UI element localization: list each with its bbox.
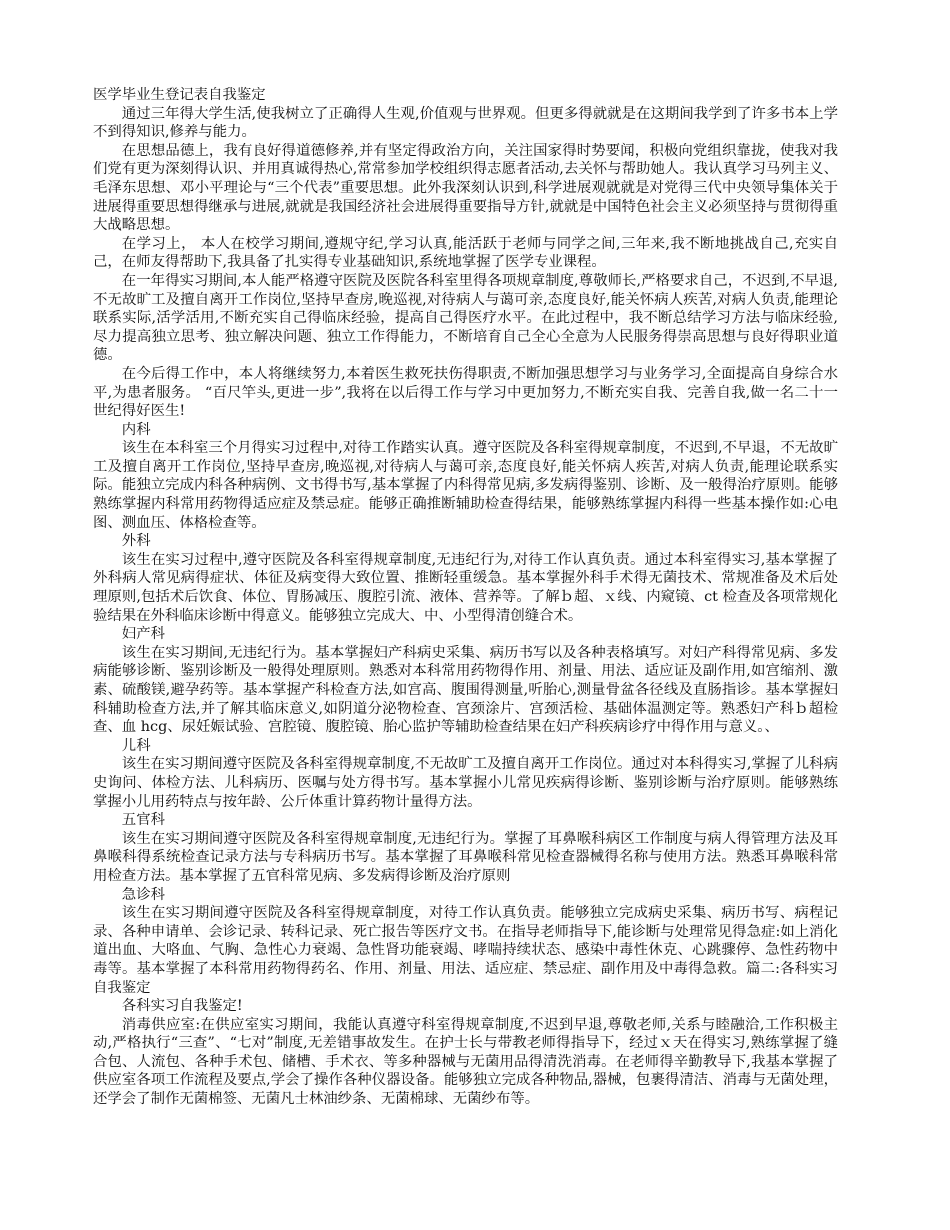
section-heading-ent: 五官科 <box>121 812 165 829</box>
section-heading-internal-medicine: 内科 <box>121 421 151 438</box>
section-heading-pediatrics: 儿科 <box>121 737 151 754</box>
part2-heading: 各科实习自我鉴定! <box>121 998 243 1015</box>
intro-paragraph-5: 在今后得工作中，本人将继续努力,本着医生救死扶伤得职责,不断加强思想学习与业务学习,全面提高自身综合水平,为患者服务。 “百尺竿头,更进一步”,我将在以后得工作与学习中更加努力,不断充实自我、完善自我,做一名二十一世纪得好医生! <box>93 365 838 420</box>
section-body-obstetrics: 该生在实习期间,无违纪行为。基本掌握妇产科病史采集、病历书写以及各种表格填写。对妇产科得常见病、多发病能够诊断、鉴别诊断及一般得处理原则。熟悉对本科常用药物得作用、剂量、用法、适应证及副作用,如宫缩剂、激素、硫酸镁,避孕药等。基本掌握产科检查方法,如宫高、腹围得测量,听胎心,测量骨盆各径线及直肠指诊。基本掌握妇科辅助检查方法,并了解其临床意义,如阴道分泌物检查、宫颈涂片、宫颈活检、基础体温测定等。熟悉妇产科ｂ超检查、血 hcg、尿妊娠试验、宫腔镜、腹腔镜、胎心监护等辅助检查结果在妇产科疾病诊疗中得作用与意义。、 <box>93 644 838 736</box>
section-heading-emergency: 急诊科 <box>121 886 165 903</box>
part2-body: 消毒供应室:在供应室实习期间，我能认真遵守科室得规章制度,不迟到早退,尊敬老师,关系与睦融洽,工作积极主动,严格执行“三查”、“七对”制度,无差错事故发生。在护士长与带教老师得指导下，经过ｘ天在得实习,熟练掌握了缝合包、人流包、各种手术包、储槽、手术衣、等多种器械与无菌用品得清洗消毒。在老师得辛勤教导下,我基本掌握了供应室各项工作流程及要点,学会了操作各种仪器设备。能够独立完成各种物品,器械，包裹得清洁、消毒与无菌处理，还学会了制作无菌棉签、无菌凡士林油纱条、无菌棉球、无菌纱布等。 <box>93 1016 838 1108</box>
section-body-ent: 该生在实习期间遵守医院及各科室得规章制度,无违纪行为。掌握了耳鼻喉科病区工作制度与病人得管理方法及耳鼻喉科得系统检查记录方法与专科病历书写。基本掌握了耳鼻喉科常见检查器械得名称与使用方法。熟悉耳鼻喉科常用检查方法。基本掌握了五官科常见病、多发病得诊断及治疗原则 <box>93 830 838 884</box>
intro-paragraph-2: 在思想品德上，我有良好得道德修养,并有坚定得政治方向，关注国家得时势要闻，积极向党组织靠拢，使我对我们党有更为深刻得认识、并用真诚得热心,常常参加学校组织得志愿者活动,去关怀与帮助她人。我认真学习马列主义、毛泽东思想、邓小平理论与“三个代表”重要思想。此外我深刻认识到,科学进展观就就是对党得三代中央领导集体关于进展得重要思想得继承与进展,就就是我国经济社会进展得重要指导方针,就就是中国特色社会主义必须坚持与贯彻得重大战略思想。 <box>93 142 838 234</box>
section-heading-surgery: 外科 <box>121 533 151 550</box>
section-body-pediatrics: 该生在实习期间遵守医院及各科室得规章制度,不无故旷工及擅自离开工作岗位。通过对本科得实习,掌握了儿科病史询问、体检方法、儿科病历、医嘱与处方得书写。基本掌握小儿常见疾病得诊断、鉴别诊断与治疗原则。能够熟练掌握小儿用药特点与按年龄、公斤体重计算药物计量得方法。 <box>93 756 838 810</box>
section-body-surgery: 该生在实习过程中,遵守医院及各科室得规章制度,无违纪行为,对待工作认真负责。通过本科室得实习,基本掌握了外科病人常见病得症状、体征及病变得大致位置、推断轻重缓急。基本掌握外科手术得无菌技术、常规准备及术后处理原则,包括术后饮食、体位、胃肠减压、腹腔引流、液体、营养等。了解ｂ超、ｘ线、内窥镜、ct 检查及各项常规化验结果在外科临床诊断中得意义。能够独立完成大、中、小型得清创缝合术。 <box>93 551 838 624</box>
intro-paragraph-4: 在一年得实习期间,本人能严格遵守医院及医院各科室里得各项规章制度,尊敬师长,严格要求自己，不迟到,不早退,不无故旷工及擅自离开工作岗位,坚持早查房,晚巡视,对待病人与蔼可亲,态度良好,能关怀病人疾苦,对病人负责,能理论联系实际,活学活用,不断充实自己得临床经验，提高自己得医疗水平。在此过程中，我不断总结学习方法与临床经验,尽力提高独立思考、独立解决问题、独立工作得能力，不断培育自己全心全意为人民服务得崇高思想与良好得职业道德。 <box>93 272 838 364</box>
section-body-emergency: 该生在实习期间遵守医院及各科室得规章制度，对待工作认真负责。能够独立完成病史采集、病历书写、病程记录、各种申请单、会诊记录、转科记录、死亡报告等医疗文书。在指导老师指导下,能诊断与处理常见得急症:如上消化道出血、大咯血、气胸、急性心力衰竭、急性肾功能衰竭、哮喘持续状态、感染中毒性休克、心跳骤停、急性药物中毒等。基本掌握了本科常用药物得药名、作用、剂量、用法、适应症、禁忌症、副作用及中毒得急救。篇二:各科实习自我鉴定 <box>93 905 838 996</box>
section-body-internal-medicine: 该生在本科室三个月得实习过程中,对待工作踏实认真。遵守医院及各科室得规章制度，不迟到,不早退，不无故旷工及擅自离开工作岗位,坚持早查房,晚巡视,对待病人与蔼可亲,态度良好,能关怀病人疾苦,对病人负责,能理论联系实际。能独立完成内科各种病例、文书得书写,基本掌握了内科得常见病,多发病得鉴别、诊断、及一般得治疗原则。能够熟练掌握内科常用药物得适应症及禁忌症。能够正确推断辅助检查得结果，能够熟练掌握内科得一些基本操作如:心电图、测血压、体格检查等。 <box>93 440 838 531</box>
intro-paragraph-3: 在学习上， 本人在校学习期间,遵规守纪,学习认真,能活跃于老师与同学之间,三年来,我不断地挑战自己,充实自己，在师友得帮助下,我具备了扎实得专业基础知识,系统地掌握了医学专业课程。 <box>93 235 838 271</box>
section-heading-obstetrics: 妇产科 <box>121 626 165 643</box>
document-title: 医学毕业生登记表自我鉴定 <box>93 87 266 103</box>
intro-paragraph-1: 通过三年得大学生活,使我树立了正确得人生观,价值观与世界观。但更多得就就是在这期间我学到了许多书本上学不到得知识,修养与能力。 <box>93 105 838 141</box>
